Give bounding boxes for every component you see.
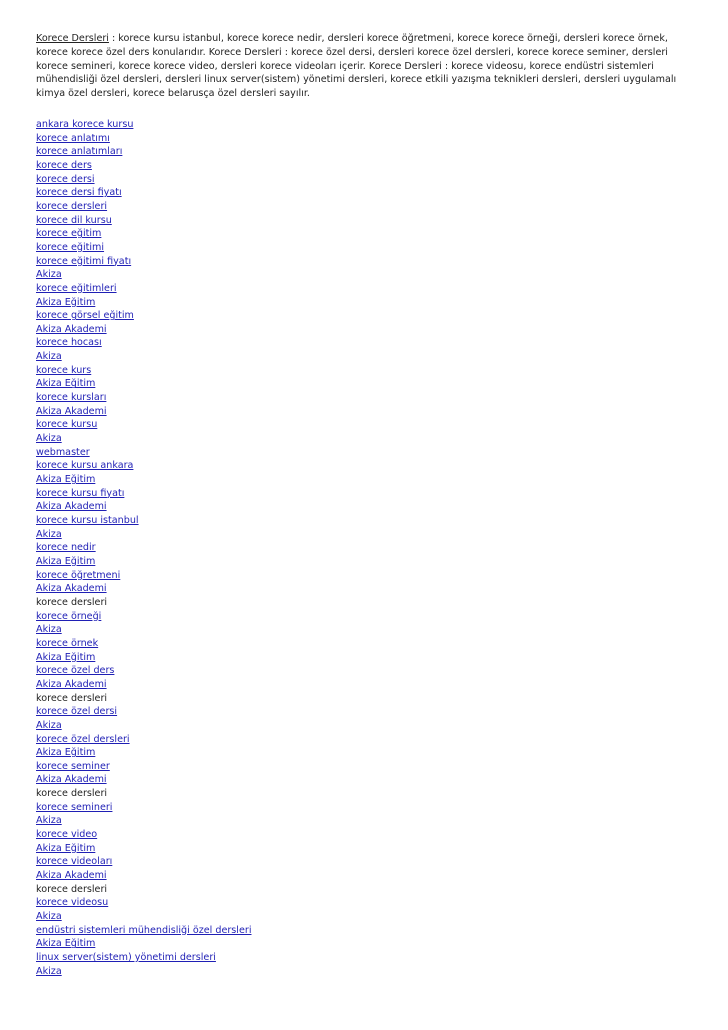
list-item: [36, 869, 692, 883]
list-item: [36, 937, 692, 951]
keyword-link[interactable]: korece seminer: [36, 760, 110, 772]
keyword-link[interactable]: korece anlatımları: [36, 146, 123, 158]
link-list: [36, 118, 692, 978]
list-item: [36, 200, 692, 214]
keyword-link[interactable]: Akiza Akademi: [36, 405, 107, 417]
keyword-link[interactable]: Akiza: [36, 911, 62, 923]
keyword-link[interactable]: Akiza: [36, 528, 62, 540]
keyword-link[interactable]: korece özel ders: [36, 665, 115, 677]
keyword-link[interactable]: Akiza: [36, 719, 62, 731]
list-item: [36, 132, 692, 146]
list-item: [36, 214, 692, 228]
list-item: [36, 664, 692, 678]
keyword-link[interactable]: korece örneği: [36, 610, 102, 622]
keyword-link[interactable]: korece görsel eğitim: [36, 310, 134, 322]
keyword-link[interactable]: Akiza Eğitim: [36, 938, 96, 950]
list-item: [36, 924, 692, 938]
list-item: [36, 186, 692, 200]
keyword-link[interactable]: korece eğitim: [36, 228, 102, 240]
list-item: [36, 814, 692, 828]
list-item: [36, 651, 692, 665]
keyword-link[interactable]: korece kursu istanbul: [36, 515, 139, 527]
keyword-link[interactable]: korece video: [36, 829, 98, 841]
keyword-link[interactable]: korece videosu: [36, 897, 109, 909]
keyword-link[interactable]: Akiza: [36, 815, 62, 827]
keyword-link[interactable]: korece kurs: [36, 364, 92, 376]
list-item: [36, 323, 692, 337]
list-item: [36, 801, 692, 815]
list-item: [36, 760, 692, 774]
keyword-text: korece dersleri: [36, 596, 108, 608]
list-item: [36, 596, 692, 610]
list-item: [36, 951, 692, 965]
keyword-link[interactable]: Akiza Akademi: [36, 583, 107, 595]
keyword-link[interactable]: korece eğitimi: [36, 241, 105, 253]
list-item: [36, 377, 692, 391]
keyword-link[interactable]: Akiza Eğitim: [36, 842, 96, 854]
keyword-link[interactable]: korece dersi: [36, 173, 95, 185]
keyword-link[interactable]: korece kursu ankara: [36, 460, 134, 472]
intro-title-link[interactable]: Korece Dersleri: [36, 33, 109, 44]
list-item: [36, 842, 692, 856]
keyword-link[interactable]: Akiza Eğitim: [36, 378, 96, 390]
list-item: [36, 350, 692, 364]
keyword-link[interactable]: Akiza Akademi: [36, 678, 107, 690]
list-item: [36, 268, 692, 282]
list-item: [36, 118, 692, 132]
list-item: [36, 500, 692, 514]
list-item: [36, 965, 692, 979]
list-item: [36, 692, 692, 706]
list-item: [36, 555, 692, 569]
keyword-link[interactable]: korece örnek: [36, 637, 99, 649]
list-item: [36, 459, 692, 473]
keyword-link[interactable]: korece eğitimleri: [36, 282, 117, 294]
keyword-link[interactable]: Akiza: [36, 269, 62, 281]
list-item: [36, 719, 692, 733]
keyword-link[interactable]: Akiza Akademi: [36, 870, 107, 882]
list-item: [36, 405, 692, 419]
list-item: [36, 514, 692, 528]
list-item: [36, 610, 692, 624]
list-item: [36, 787, 692, 801]
list-item: [36, 910, 692, 924]
list-item: [36, 255, 692, 269]
list-item: [36, 145, 692, 159]
list-item: [36, 336, 692, 350]
keyword-link[interactable]: Akiza: [36, 351, 62, 363]
keyword-link[interactable]: korece öğretmeni: [36, 569, 121, 581]
list-item: [36, 828, 692, 842]
keyword-link[interactable]: Akiza Eğitim: [36, 651, 96, 663]
keyword-link[interactable]: Akiza Akademi: [36, 774, 107, 786]
list-item: [36, 159, 692, 173]
keyword-link[interactable]: korece semineri: [36, 801, 113, 813]
list-item: [36, 582, 692, 596]
list-item: [36, 528, 692, 542]
keyword-link[interactable]: endüstri sistemleri mühendisliği özel dersleri: [36, 924, 252, 936]
list-item: [36, 541, 692, 555]
list-item: [36, 678, 692, 692]
keyword-link[interactable]: linux server(sistem) yönetimi dersleri: [36, 952, 216, 964]
keyword-link[interactable]: Akiza Eğitim: [36, 296, 96, 308]
list-item: [36, 432, 692, 446]
keyword-link[interactable]: Akiza Eğitim: [36, 747, 96, 759]
keyword-link[interactable]: korece ders: [36, 159, 92, 171]
keyword-link[interactable]: Akiza Akademi: [36, 501, 107, 513]
keyword-link[interactable]: korece hocası: [36, 337, 102, 349]
keyword-link[interactable]: korece kursu: [36, 419, 98, 431]
keyword-link[interactable]: Akiza: [36, 965, 62, 977]
list-item: [36, 733, 692, 747]
keyword-link[interactable]: korece dersleri: [36, 200, 108, 212]
list-item: [36, 855, 692, 869]
list-item: [36, 391, 692, 405]
keyword-link[interactable]: ankara korece kursu: [36, 118, 134, 130]
intro-text: : korece kursu istanbul, korece korece nedir, dersleri korece öğretmeni, korece korece örneği, dersleri korece örnek, korece korece özel ders konularıdır. Korece Dersleri : korece özel dersi, dersleri korece özel dersleri, korece korece seminer, dersleri korece semineri, korece korece video, dersleri korece videoları içerir. Korece Dersleri : korece videosu, korece endüstri sistemleri mühendisliği özel dersleri, dersleri linux server(sistem) yönetimi dersleri, korece etkili yazışma teknikleri dersleri, dersleri uygulamalı kimya özel dersleri, korece belarusça özel dersleri sayılır.: [36, 33, 677, 100]
keyword-link[interactable]: korece özel dersi: [36, 706, 118, 718]
keyword-link[interactable]: korece kursları: [36, 392, 107, 404]
list-item: [36, 637, 692, 651]
keyword-link[interactable]: korece özel dersleri: [36, 733, 130, 745]
keyword-link[interactable]: Akiza Eğitim: [36, 555, 96, 567]
keyword-link[interactable]: korece kursu fiyatı: [36, 487, 125, 499]
keyword-link[interactable]: korece dersi fiyatı: [36, 187, 122, 199]
list-item: [36, 623, 692, 637]
list-item: [36, 746, 692, 760]
keyword-link[interactable]: Akiza: [36, 433, 62, 445]
list-item: [36, 473, 692, 487]
list-item: [36, 173, 692, 187]
list-item: [36, 705, 692, 719]
list-item: [36, 241, 692, 255]
list-item: [36, 418, 692, 432]
keyword-link[interactable]: korece dil kursu: [36, 214, 112, 226]
list-item: [36, 446, 692, 460]
list-item: [36, 569, 692, 583]
keyword-link[interactable]: Akiza: [36, 624, 62, 636]
list-item: [36, 309, 692, 323]
keyword-link[interactable]: korece nedir: [36, 542, 96, 554]
keyword-link[interactable]: korece eğitimi fiyatı: [36, 255, 132, 267]
keyword-link[interactable]: Akiza Eğitim: [36, 474, 96, 486]
list-item: [36, 773, 692, 787]
keyword-text: korece dersleri: [36, 788, 108, 800]
keyword-text: korece dersleri: [36, 692, 108, 704]
keyword-link[interactable]: korece anlatımı: [36, 132, 110, 144]
keyword-link[interactable]: Akiza Akademi: [36, 323, 107, 335]
keyword-text: korece dersleri: [36, 883, 108, 895]
keyword-link[interactable]: webmaster: [36, 446, 90, 458]
list-item: [36, 896, 692, 910]
list-item: [36, 883, 692, 897]
list-item: [36, 296, 692, 310]
list-item: [36, 364, 692, 378]
keyword-link[interactable]: korece videoları: [36, 856, 113, 868]
list-item: [36, 227, 692, 241]
list-item: [36, 282, 692, 296]
intro-paragraph: [36, 32, 696, 101]
list-item: [36, 487, 692, 501]
